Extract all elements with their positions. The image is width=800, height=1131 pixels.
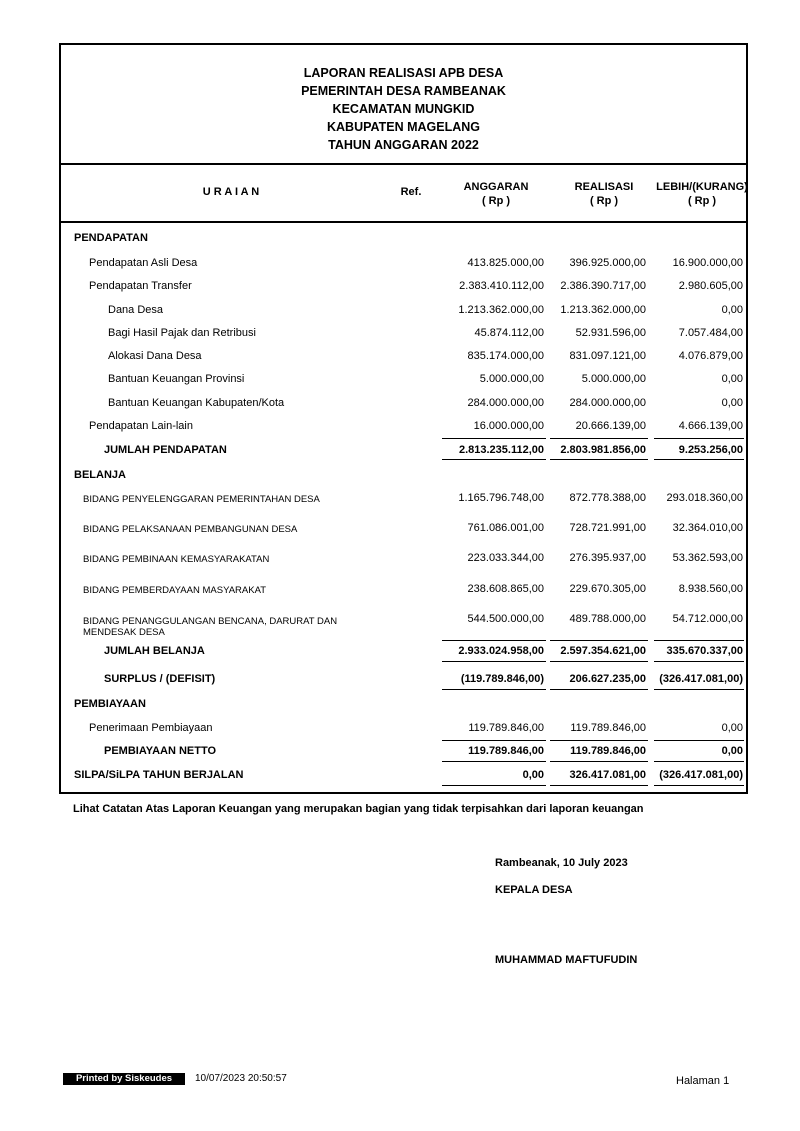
row-anggaran: 119.789.846,00 bbox=[468, 722, 544, 734]
total-underline bbox=[550, 761, 648, 762]
section-label: PENDAPATAN bbox=[74, 232, 148, 244]
table-row bbox=[61, 583, 746, 605]
section-label: PEMBIAYAAN bbox=[74, 698, 146, 710]
district-name: KECAMATAN MUNGKID bbox=[332, 102, 475, 116]
row-realisasi: 284.000.000,00 bbox=[569, 397, 646, 409]
total-rule bbox=[442, 640, 546, 641]
total-rule bbox=[550, 740, 648, 741]
total-underline bbox=[654, 661, 744, 662]
signature-role: KEPALA DESA bbox=[495, 884, 573, 896]
row-realisasi: 2.803.981.856,00 bbox=[560, 444, 646, 456]
row-realisasi: 831.097.121,00 bbox=[569, 350, 646, 362]
village-name: PEMERINTAH DESA RAMBEANAK bbox=[301, 84, 506, 98]
table-row bbox=[61, 304, 746, 326]
total-rule bbox=[442, 740, 546, 741]
total-rule bbox=[550, 438, 648, 439]
row-label: Penerimaan Pembiayaan bbox=[89, 722, 213, 734]
row-label: Bagi Hasil Pajak dan Retribusi bbox=[108, 327, 256, 339]
row-realisasi: 326.417.081,00 bbox=[569, 769, 646, 781]
row-label: Bantuan Keuangan Kabupaten/Kota bbox=[108, 397, 285, 409]
total-underline bbox=[550, 661, 648, 662]
row-label: BIDANG PEMBERDAYAAN MASYARAKAT bbox=[83, 585, 267, 596]
row-label: JUMLAH PENDAPATAN bbox=[104, 444, 227, 456]
row-label: BIDANG PENYELENGGARAN PEMERINTAHAN DESA bbox=[83, 494, 320, 505]
row-label: JUMLAH BELANJA bbox=[104, 645, 205, 657]
row-realisasi: 119.789.846,00 bbox=[570, 745, 646, 757]
row-anggaran: 5.000.000,00 bbox=[479, 373, 544, 385]
row-anggaran: 238.608.865,00 bbox=[467, 583, 544, 595]
printed-by-badge: Printed by Siskeudes bbox=[63, 1073, 185, 1085]
row-lebih: 335.670.337,00 bbox=[666, 645, 743, 657]
row-label: Alokasi Dana Desa bbox=[108, 350, 202, 362]
section-pendapatan bbox=[61, 232, 746, 254]
row-lebih: 9.253.256,00 bbox=[678, 444, 743, 456]
row-lebih: 0,00 bbox=[721, 397, 743, 409]
row-anggaran: 0,00 bbox=[522, 769, 544, 781]
table-row bbox=[61, 327, 746, 349]
row-label: BIDANG PEMBINAAN KEMASYARAKATAN bbox=[83, 554, 270, 565]
row-realisasi: 20.666.139,00 bbox=[575, 420, 646, 432]
row-realisasi: 2.597.354.621,00 bbox=[560, 645, 646, 657]
row-realisasi: 1.213.362.000,00 bbox=[560, 304, 646, 316]
row-anggaran: 16.000.000,00 bbox=[473, 420, 544, 432]
section-pembiayaan bbox=[61, 698, 746, 720]
total-underline bbox=[550, 689, 648, 690]
total-rule bbox=[442, 438, 546, 439]
row-realisasi: 5.000.000,00 bbox=[581, 373, 646, 385]
row-anggaran: (119.789.846,00) bbox=[460, 673, 544, 685]
total-underline bbox=[654, 785, 744, 786]
page-number: Halaman 1 bbox=[676, 1075, 730, 1087]
row-lebih: 16.900.000,00 bbox=[672, 257, 743, 269]
total-underline bbox=[442, 689, 546, 690]
total-row-pendapatan bbox=[61, 444, 746, 466]
row-realisasi: 276.395.937,00 bbox=[569, 552, 646, 564]
total-underline bbox=[550, 785, 648, 786]
table-row bbox=[61, 613, 746, 643]
total-rule bbox=[654, 740, 744, 741]
total-row-belanja bbox=[61, 645, 746, 667]
col-lebih bbox=[654, 180, 750, 208]
report-frame bbox=[59, 43, 748, 794]
row-lebih: 0,00 bbox=[721, 722, 743, 734]
row-anggaran: 413.825.000,00 bbox=[467, 257, 544, 269]
row-lebih: 7.057.484,00 bbox=[678, 327, 743, 339]
table-row bbox=[61, 257, 746, 279]
row-anggaran: 2.933.024.958,00 bbox=[458, 645, 544, 657]
row-anggaran: 119.789.846,00 bbox=[468, 745, 544, 757]
total-rule bbox=[654, 438, 744, 439]
col-realisasi-label: REALISASI bbox=[574, 181, 634, 193]
row-anggaran: 2.383.410.112,00 bbox=[459, 280, 544, 292]
col-realisasi bbox=[554, 180, 654, 208]
row-realisasi: 2.386.390.717,00 bbox=[560, 280, 646, 292]
table-row bbox=[61, 522, 746, 544]
section-label: BELANJA bbox=[74, 469, 126, 481]
regency-name: KABUPATEN MAGELANG bbox=[326, 120, 480, 134]
row-anggaran: 45.874.112,00 bbox=[474, 327, 544, 339]
row-realisasi: 872.778.388,00 bbox=[569, 492, 646, 504]
row-label: Pendapatan Lain-lain bbox=[89, 420, 193, 432]
row-lebih: 54.712.000,00 bbox=[672, 613, 743, 625]
col-lebih-unit: ( Rp ) bbox=[687, 195, 717, 207]
total-underline bbox=[442, 761, 546, 762]
report-title: LAPORAN REALISASI APB DESA bbox=[303, 66, 504, 80]
row-label: Dana Desa bbox=[108, 304, 164, 316]
row-realisasi: 489.788.000,00 bbox=[569, 613, 646, 625]
row-realisasi: 728.721.991,00 bbox=[569, 522, 646, 534]
row-label: BIDANG PELAKSANAAN PEMBANGUNAN DESA bbox=[83, 524, 298, 535]
row-anggaran: 544.500.000,00 bbox=[467, 613, 544, 625]
signature-place-date: Rambeanak, 10 July 2023 bbox=[495, 857, 628, 869]
row-lebih: 53.362.593,00 bbox=[672, 552, 743, 564]
row-anggaran: 2.813.235.112,00 bbox=[458, 444, 544, 456]
total-underline bbox=[442, 785, 546, 786]
row-realisasi: 119.789.846,00 bbox=[570, 722, 646, 734]
row-label: Bantuan Keuangan Provinsi bbox=[108, 373, 245, 385]
row-lebih: 293.018.360,00 bbox=[666, 492, 743, 504]
total-underline bbox=[654, 689, 744, 690]
total-rule bbox=[654, 640, 744, 641]
row-lebih: 4.666.139,00 bbox=[678, 420, 743, 432]
row-label: Pendapatan Transfer bbox=[89, 280, 192, 292]
row-realisasi: 396.925.000,00 bbox=[569, 257, 646, 269]
report-title-block bbox=[61, 45, 746, 165]
row-lebih: 8.938.560,00 bbox=[678, 583, 743, 595]
row-lebih: (326.417.081,00) bbox=[659, 673, 743, 685]
col-anggaran bbox=[446, 180, 546, 208]
table-header bbox=[61, 163, 746, 223]
row-lebih: (326.417.081,00) bbox=[659, 769, 743, 781]
row-anggaran: 223.033.344,00 bbox=[467, 552, 544, 564]
row-label-cont: MENDESAK DESA bbox=[83, 627, 165, 638]
col-anggaran-unit: ( Rp ) bbox=[481, 195, 511, 207]
row-realisasi: 206.627.235,00 bbox=[569, 673, 646, 685]
total-underline bbox=[442, 661, 546, 662]
total-underline bbox=[654, 761, 744, 762]
row-lebih: 4.076.879,00 bbox=[678, 350, 743, 362]
row-lebih: 0,00 bbox=[721, 373, 743, 385]
footnote: Lihat Catatan Atas Laporan Keuangan yang merupakan bagian yang tidak terpisahkan dari laporan keuangan bbox=[73, 803, 644, 815]
row-realisasi: 229.670.305,00 bbox=[569, 583, 646, 595]
row-anggaran: 284.000.000,00 bbox=[467, 397, 544, 409]
section-belanja bbox=[61, 469, 746, 491]
row-lebih: 0,00 bbox=[721, 304, 743, 316]
row-label: Pendapatan Asli Desa bbox=[89, 257, 198, 269]
table-row bbox=[61, 552, 746, 574]
total-underline bbox=[442, 459, 546, 460]
row-lebih: 32.364.010,00 bbox=[672, 522, 743, 534]
surplus-row bbox=[61, 673, 746, 695]
table-row bbox=[61, 350, 746, 372]
row-label: PEMBIAYAAN NETTO bbox=[104, 745, 217, 757]
row-anggaran: 761.086.001,00 bbox=[467, 522, 544, 534]
print-timestamp: 10/07/2023 20:50:57 bbox=[195, 1073, 287, 1084]
col-lebih-label: LEBIH/(KURANG) bbox=[656, 181, 748, 193]
row-label: SURPLUS / (DEFISIT) bbox=[104, 673, 216, 685]
row-lebih: 0,00 bbox=[721, 745, 743, 757]
silpa-row bbox=[61, 769, 746, 791]
table-row bbox=[61, 492, 746, 514]
col-realisasi-unit: ( Rp ) bbox=[589, 195, 619, 207]
col-ref: Ref. bbox=[400, 186, 422, 198]
row-realisasi: 52.931.596,00 bbox=[575, 327, 646, 339]
signature-name: MUHAMMAD MAFTUFUDIN bbox=[495, 954, 638, 966]
row-anggaran: 1.165.796.748,00 bbox=[458, 492, 544, 504]
total-rule bbox=[550, 640, 648, 641]
row-anggaran: 1.213.362.000,00 bbox=[458, 304, 544, 316]
row-lebih: 2.980.605,00 bbox=[678, 280, 743, 292]
table-row bbox=[61, 397, 746, 419]
table-row bbox=[61, 373, 746, 395]
col-uraian: U R A I A N bbox=[202, 186, 260, 198]
total-underline bbox=[550, 459, 648, 460]
table-row bbox=[61, 280, 746, 302]
fiscal-year: TAHUN ANGGARAN 2022 bbox=[328, 138, 479, 152]
total-row-netto bbox=[61, 745, 746, 767]
total-underline bbox=[654, 459, 744, 460]
row-label: BIDANG PENANGGULANGAN BENCANA, DARURAT DAN bbox=[83, 616, 338, 627]
row-label: SILPA/SiLPA TAHUN BERJALAN bbox=[74, 769, 244, 781]
row-anggaran: 835.174.000,00 bbox=[467, 350, 544, 362]
col-anggaran-label: ANGGARAN bbox=[463, 181, 529, 193]
